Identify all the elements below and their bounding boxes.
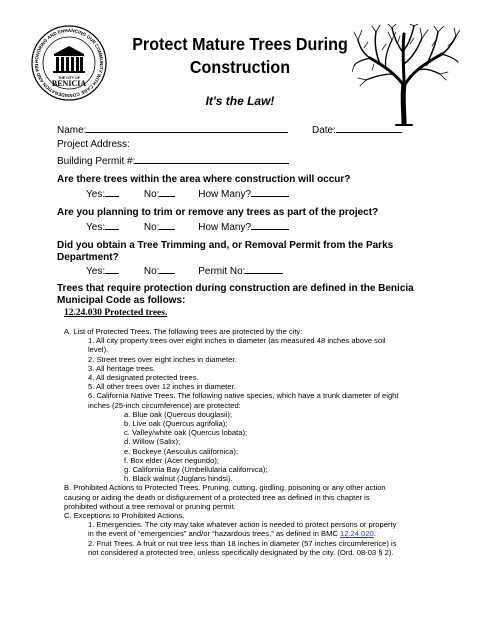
code-b-line-3: prohibited without a tree removal or pruning permit.: [64, 501, 236, 511]
species-item: c. Valley/white oak (Quercus lobata);: [124, 428, 248, 438]
code-a2: 2. Street trees over eight inches in diameter.: [88, 354, 237, 364]
q1-no-input[interactable]: [159, 186, 175, 197]
building-permit-input[interactable]: [135, 153, 289, 164]
q3-yes-label: Yes:: [86, 266, 106, 277]
code-intro: [57, 283, 414, 307]
q1-yes-label: Yes:: [86, 189, 106, 200]
question-1-answers: [86, 186, 386, 201]
seal-emblem-icon: [30, 24, 108, 102]
code-a6-line-2: inches (25-inch circumference) are protected:: [88, 400, 241, 410]
code-a1-line-2: level).: [88, 345, 109, 355]
code-c2-line-1: 2. Fruit Trees. A fruit or nut tree less than 18 inches in diameter (57 inches circumference) is: [88, 538, 397, 548]
question-1: Are there trees within the area where construction will occur?: [57, 174, 351, 185]
city-seal: [30, 24, 108, 102]
question-2: Are you planning to trim or remove any trees as part of the project?: [57, 207, 379, 218]
q3-no-input[interactable]: [159, 263, 175, 274]
q2-count-input[interactable]: [251, 219, 289, 230]
question-3-line-2: Department?: [57, 252, 119, 263]
species-item: a. Blue oak (Quercus douglasii);: [124, 409, 233, 419]
code-c1-line-2: [88, 529, 464, 538]
species-item: f. Box elder (Acer negundo);: [124, 455, 219, 465]
date-input[interactable]: [336, 122, 402, 133]
building-permit-label: Building Permit #:: [57, 156, 136, 167]
code-a-list: [64, 336, 464, 483]
q2-no-label: No:: [143, 222, 160, 233]
title-line-1: Protect Mature Trees During: [132, 34, 348, 54]
q3-permit-input[interactable]: [245, 263, 283, 274]
species-item: d. Willow (Salix);: [124, 437, 181, 447]
question-3: [57, 240, 393, 264]
name-label: Name:: [57, 125, 87, 136]
date-field[interactable]: [312, 122, 402, 137]
section-heading: 12.24.030 Protected trees.: [64, 308, 168, 318]
q1-yes-input[interactable]: [105, 186, 119, 197]
q1-count-label: How Many?: [198, 189, 252, 200]
q3-no-label: No:: [143, 266, 160, 277]
code-body: [64, 327, 464, 557]
question-3-answers: [86, 263, 386, 278]
tree-illustration: [352, 24, 460, 126]
seal-city-sub: THE CITY OF: [58, 76, 80, 80]
code-b-line-1: B. Prohibited Actions to Protected Trees. Pruning, cutting, girdling, poisoning or any other action: [64, 483, 386, 493]
code-a3: 3. All heritage trees.: [88, 363, 156, 373]
code-c-heading: C. Exceptions to Prohibited Actions.: [64, 511, 185, 521]
building-permit-field[interactable]: [57, 153, 289, 168]
code-a-heading: A. List of Protected Trees. The following trees are protected by the city:: [64, 327, 303, 336]
species-item: g. California Bay (Umbellularia californica);: [124, 465, 268, 475]
species-item: e. Buckeye (Aesculus californica);: [124, 446, 238, 456]
q1-count-input[interactable]: [251, 186, 289, 197]
seal-city-name: BENICIA: [51, 79, 87, 88]
q3-permit-label: Permit No:: [198, 266, 246, 277]
project-address-field[interactable]: [57, 138, 130, 151]
q2-yes-input[interactable]: [105, 219, 119, 230]
q1-no-label: No:: [143, 189, 160, 200]
page-title: [120, 33, 359, 79]
code-intro-line-1: Trees that require protection during construction are defined in the Benicia: [57, 283, 414, 294]
code-a4: 4. All designated protected trees.: [88, 373, 199, 383]
q2-no-input[interactable]: [159, 219, 175, 230]
code-c2-line-2: not considered a protected tree, unless specifically designated by the city. (Ord. 08-03 § 2).: [88, 547, 394, 557]
code-a6-line-1: 6. California Native Trees. The following native species, which have a trunk diameter of eight: [88, 391, 399, 401]
name-input[interactable]: [86, 122, 288, 133]
question-2-answers: [86, 219, 386, 234]
seal-ring-text: HONORING AND ENHANCING OUR COMMUNITY WITH CARE CONSIDERATION AND PRI: [33, 27, 105, 99]
species-list: [88, 410, 464, 484]
species-item: h. Black walnut (Juglans hindsi).: [124, 474, 233, 484]
bare-tree-icon: [352, 24, 460, 126]
page-subtitle: It's the Law!: [205, 94, 275, 108]
bmc-12-24-020-link[interactable]: 12.24.020: [340, 529, 374, 539]
q2-count-label: How Many?: [198, 222, 252, 233]
date-label: Date:: [312, 125, 336, 136]
code-b-line-2: causing or aiding the death or disfigurement of a protected tree as defined in this chapter is: [64, 492, 370, 502]
code-c1-line-2-end: .: [373, 529, 376, 539]
project-address-label: Project Address:: [57, 139, 130, 150]
species-item: b. Live oak (Quercus agrifolia);: [124, 419, 228, 429]
code-intro-line-2: Municipal Code as follows:: [57, 295, 186, 306]
code-a1-line-1: 1. All city property trees over eight inches in diameter (as measured 48 inches above soil: [88, 336, 386, 346]
code-c-list: [64, 520, 464, 557]
code-a5: 5. All other trees over 12 inches in diameter.: [88, 382, 236, 392]
question-3-line-1: Did you obtain a Tree Trimming and, or Removal Permit from the Parks: [57, 240, 394, 251]
name-field[interactable]: [57, 122, 288, 137]
code-c1-line-1: 1. Emergencies. The city may take whatever action is needed to protect persons or property: [88, 520, 397, 530]
title-line-2: Construction: [189, 57, 291, 77]
code-c1-line-2-text: in the event of “emergencies” and/or “hazardous trees,” as defined in BMC: [88, 529, 340, 539]
q3-yes-input[interactable]: [105, 263, 119, 274]
q2-yes-label: Yes:: [86, 222, 106, 233]
